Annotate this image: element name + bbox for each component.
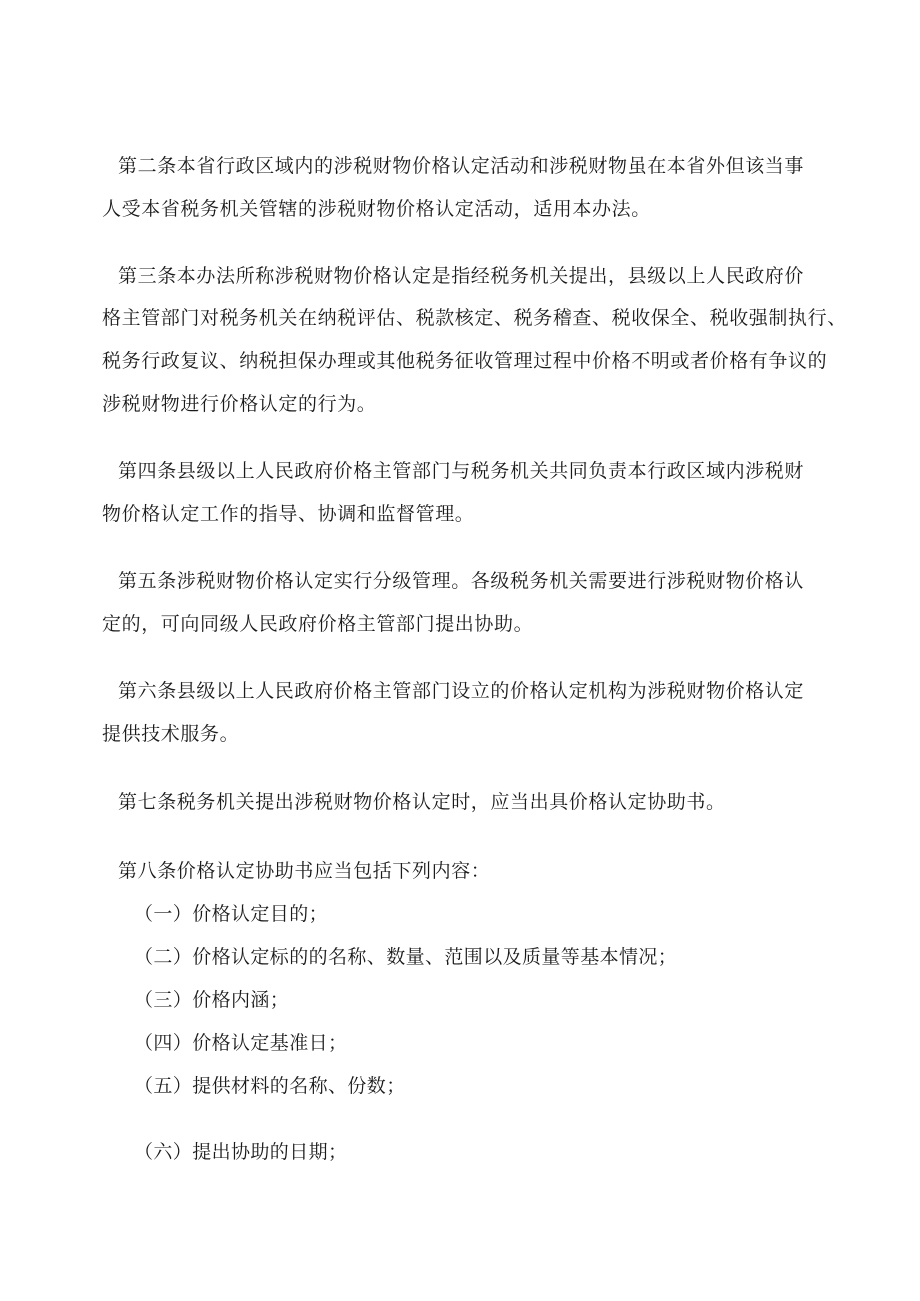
article-6-line-1: 第六条县级以上人民政府价格主管部门设立的价格认定机构为涉税财物价格认定 bbox=[118, 680, 805, 702]
article-7-line-1: 第七条税务机关提出涉税财物价格认定时，应当出具价格认定协助书。 bbox=[118, 791, 726, 813]
article-5-line-2: 定的，可向同级人民政府价格主管部门提出协助。 bbox=[102, 613, 534, 635]
article-8-item-2: （二）价格认定标的的名称、数量、范围以及质量等基本情况； bbox=[134, 946, 678, 968]
article-4-line-1: 第四条县级以上人民政府价格主管部门与税务机关共同负责本行政区域内涉税财 bbox=[118, 460, 805, 482]
article-8-line-1: 第八条价格认定协助书应当包括下列内容： bbox=[118, 860, 491, 882]
article-6-line-2: 提供技术服务。 bbox=[102, 723, 240, 745]
article-3-line-3: 税务行政复议、纳税担保办理或其他税务征收管理过程中价格不明或者价格有争议的 bbox=[102, 350, 828, 372]
article-5-line-1: 第五条涉税财物价格认定实行分级管理。各级税务机关需要进行涉税财物价格认 bbox=[118, 570, 805, 592]
article-3-line-4: 涉税财物进行价格认定的行为。 bbox=[102, 393, 377, 415]
article-8-item-6: （六）提出协助的日期； bbox=[134, 1141, 348, 1163]
article-8-item-5: （五）提供材料的名称、份数； bbox=[134, 1075, 406, 1097]
article-8-item-4: （四）价格认定基准日； bbox=[134, 1032, 348, 1054]
article-2-line-1: 第二条本省行政区域内的涉税财物价格认定活动和涉税财物虽在本省外但该当事 bbox=[118, 155, 805, 177]
article-8-item-1: （一）价格认定目的； bbox=[134, 903, 329, 925]
article-4-line-2: 物价格认定工作的指导、协调和监督管理。 bbox=[102, 503, 475, 525]
article-8-item-3: （三）价格内涵； bbox=[134, 989, 290, 1011]
article-2-line-2: 人受本省税务机关管辖的涉税财物价格认定活动，适用本办法。 bbox=[102, 198, 651, 220]
article-3-line-2: 格主管部门对税务机关在纳税评估、税款核定、税务稽查、税收保全、税收强制执行、 bbox=[102, 307, 847, 329]
article-3-line-1: 第三条本办法所称涉税财物价格认定是指经税务机关提出，县级以上人民政府价 bbox=[118, 265, 805, 287]
